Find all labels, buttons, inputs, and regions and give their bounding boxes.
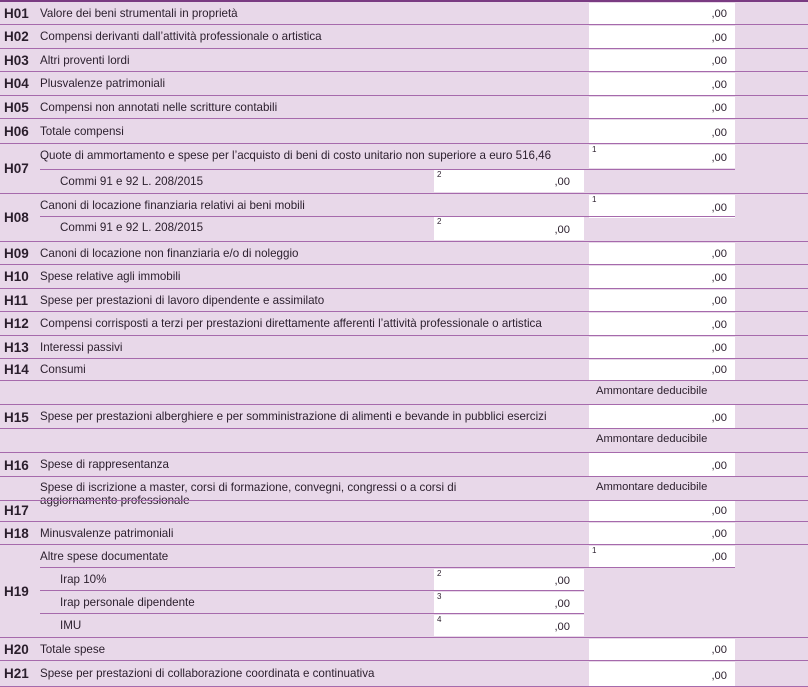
amount-value: ,00 [711,126,727,139]
amount-value: ,00 [711,318,727,331]
row-description: Spese per prestazioni di collaborazione coordinata e continuativa [40,667,375,680]
amount-value: ,00 [711,341,727,354]
row-code: H09 [4,245,29,261]
row-h17 [0,477,808,522]
amount-field[interactable] [589,73,735,95]
row-description: Plusvalenze patrimoniali [40,77,166,90]
amount-field[interactable] [589,360,735,380]
row-h19 [0,545,808,638]
sub-row-description: IMU [60,619,82,632]
column-header-ammontare: Ammontare deducibile [596,481,708,493]
row-code: H04 [4,76,29,91]
sub-amount-field[interactable] [434,217,584,240]
row-code: H15 [4,410,29,425]
row-code: H12 [4,316,29,331]
amount-field[interactable] [589,546,735,567]
sub-divider [40,567,735,568]
row-description: Totale compensi [40,124,124,138]
row-h15 [0,381,808,429]
row-h04 [0,72,808,96]
sub-amount-field[interactable] [434,170,584,192]
amount-field[interactable] [589,453,735,476]
amount-value: ,00 [711,669,727,682]
row-description: Totale spese [40,642,106,656]
amount-value: ,00 [711,643,727,656]
row-description: Altri proventi lordi [40,53,130,67]
header-divider [0,404,808,405]
amount-value: ,00 [711,7,727,20]
amount-field[interactable] [589,290,735,311]
row-description: Spese per prestazioni di lavoro dipendente e assimilato [40,293,325,307]
row-h03 [0,49,808,72]
column-header-ammontare: Ammontare deducibile [596,433,708,445]
field-index: 4 [437,615,442,624]
row-h01 [0,2,808,25]
row-code: H01 [4,5,29,21]
sub-divider [40,169,735,170]
row-code: H06 [4,123,29,139]
amount-value: ,00 [554,175,570,188]
row-description: Spese per prestazioni alberghiere e per somministrazione di alimenti e bevande in pubblici esercizi [40,410,547,423]
amount-value: ,00 [711,101,727,114]
row-h14 [0,359,808,381]
row-h10 [0,265,808,289]
sub-row-description: Commi 91 e 92 L. 208/2015 [60,221,204,234]
row-description: Spese di iscrizione a master, corsi di formazione, convegni, congressi o a corsi di [40,481,457,494]
row-description: Consumi [40,363,86,376]
row-description: Canoni di locazione non finanziaria e/o di noleggio [40,246,299,260]
row-code: H18 [4,525,29,541]
row-code: H17 [4,503,29,518]
amount-field[interactable] [589,243,735,264]
row-code: H20 [4,641,29,657]
amount-field[interactable] [589,195,735,218]
field-index: 1 [592,195,597,204]
amount-field[interactable] [589,266,735,288]
row-code: H16 [4,458,29,473]
sub-divider [40,613,584,614]
row-code: H07 [4,161,29,176]
amount-field[interactable] [589,501,735,521]
field-index: 1 [592,145,597,154]
amount-value: ,00 [711,504,727,517]
row-code: H19 [4,583,29,599]
amount-value: ,00 [711,78,727,91]
row-description: Spese relative agli immobili [40,270,181,283]
amount-field[interactable] [589,662,735,686]
row-description: Interessi passivi [40,340,123,354]
amount-field[interactable] [589,120,735,143]
row-h20 [0,638,808,661]
row-code: H11 [4,292,29,308]
row-description: Canoni di locazione finanziaria relativi ai beni mobili [40,199,305,212]
column-header-ammontare: Ammontare deducibile [596,385,708,397]
row-code: H08 [4,210,29,225]
field-index: 2 [437,217,442,226]
amount-value: ,00 [711,247,727,260]
amount-value: ,00 [554,620,570,633]
row-h06 [0,119,808,144]
row-code: H10 [4,269,29,284]
row-h11 [0,289,808,312]
row-h12 [0,312,808,336]
field-index: 2 [437,170,442,179]
row-description: Compensi derivanti dall’attività professionale o artistica [40,30,322,43]
header-divider [0,452,808,453]
row-code: H02 [4,29,29,44]
amount-value: ,00 [711,294,727,307]
amount-value: ,00 [711,527,727,540]
amount-field[interactable] [589,313,735,335]
amount-value: ,00 [554,597,570,610]
amount-field[interactable] [589,97,735,118]
row-description: Compensi corrisposti a terzi per prestazioni direttamente afferenti l’attività professionale o artistica [40,317,542,330]
sub-row-description: Commi 91 e 92 L. 208/2015 [60,175,204,188]
amount-value: ,00 [554,574,570,587]
header-divider [0,500,808,501]
row-h13 [0,336,808,359]
row-h21 [0,661,808,687]
sub-divider [40,216,735,217]
row-h05 [0,96,808,119]
row-description: Quote di ammortamento e spese per l’acquisto di beni di costo unitario non superiore a euro 516,46 [40,149,552,162]
amount-field[interactable] [589,639,735,660]
amount-field[interactable] [589,523,735,544]
amount-value: ,00 [711,411,727,424]
amount-value: ,00 [711,31,727,44]
row-code: H21 [4,666,29,681]
row-code: H05 [4,99,29,115]
amount-value: ,00 [711,54,727,67]
row-code: H14 [4,362,29,377]
row-code: H13 [4,339,29,355]
sub-amount-field[interactable] [434,592,584,613]
amount-field[interactable] [589,145,735,168]
amount-value: ,00 [711,459,727,472]
amount-value: ,00 [711,271,727,284]
sub-amount-field[interactable] [434,615,584,636]
row-description: Altre spese documentate [40,550,169,563]
sub-row-description: Irap 10% [60,573,107,586]
row-h09 [0,242,808,265]
sub-row-description: Irap personale dipendente [60,596,195,609]
row-h08 [0,194,808,242]
sub-divider [40,590,584,591]
amount-value: ,00 [711,550,727,563]
field-index: 1 [592,546,597,555]
row-h18 [0,522,808,545]
row-description: Minusvalenze patrimoniali [40,526,174,540]
row-h02 [0,25,808,49]
row-code: H03 [4,52,29,68]
amount-value: ,00 [711,201,727,214]
row-description: Compensi non annotati nelle scritture contabili [40,100,278,114]
field-index: 3 [437,592,442,601]
row-description: Spese di rappresentanza [40,458,169,471]
row-h16 [0,429,808,477]
row-h07 [0,144,808,194]
field-index: 2 [437,569,442,578]
amount-field[interactable] [589,3,735,24]
amount-value: ,00 [711,363,727,376]
amount-field[interactable] [589,26,735,48]
sub-amount-field[interactable] [434,569,584,590]
amount-value: ,00 [554,223,570,236]
amount-value: ,00 [711,151,727,164]
amount-field[interactable] [589,405,735,428]
amount-field[interactable] [589,50,735,71]
row-description: Valore dei beni strumentali in proprietà [40,6,238,20]
amount-field[interactable] [589,337,735,358]
